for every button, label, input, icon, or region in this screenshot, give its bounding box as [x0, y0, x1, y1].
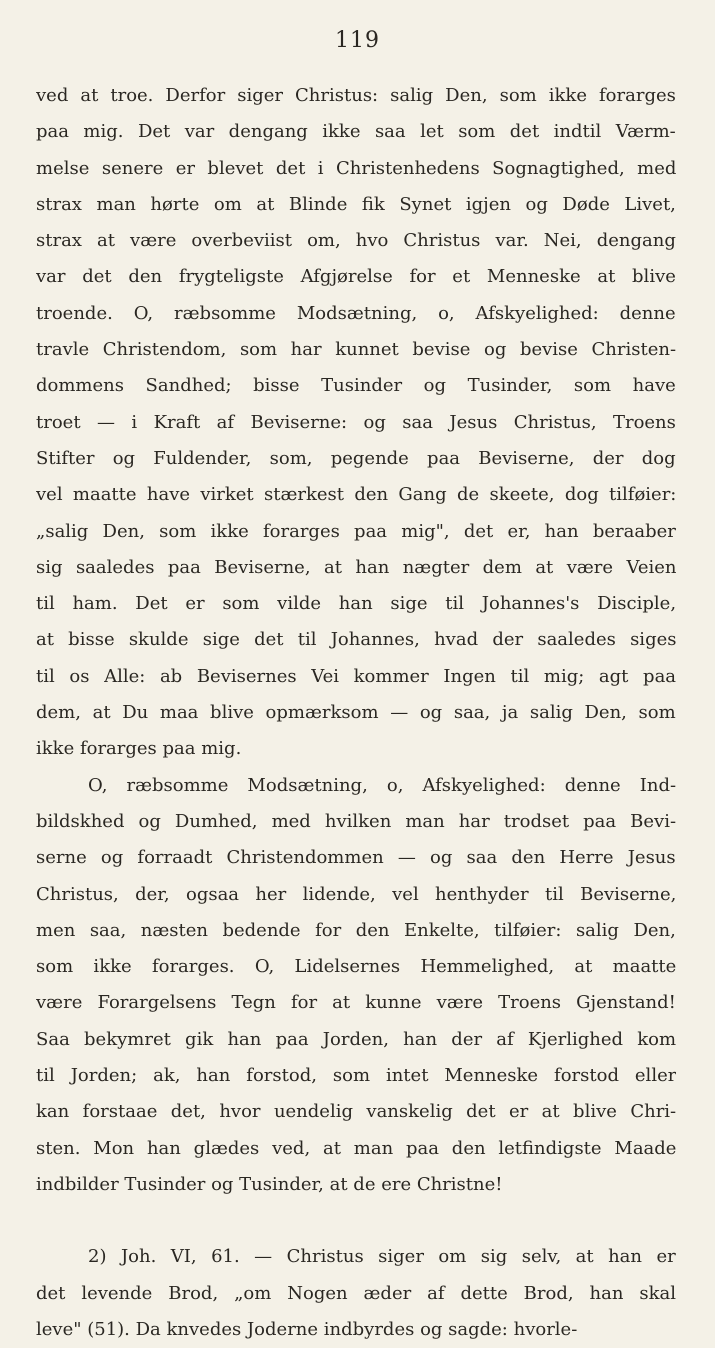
- text-line: var det den frygteligste Afgjørelse for et Menneske at blive: [36, 266, 676, 288]
- text-line: at bisse skulde sige det til Johannes, hvad der saaledes siges: [36, 629, 676, 651]
- text-line: det levende Brod, „om Nogen æder af dette Brod, han skal: [36, 1282, 676, 1304]
- text-line: leve" (51). Da knvedes Joderne indbyrdes og sagde: hvorle-: [36, 1318, 578, 1340]
- text-line: kan forstaae det, hvor uendelig vanskelig det er at blive Chri-: [36, 1101, 676, 1123]
- text-line: bildskhed og Dumhed, med hvilken man har trodset paa Bevi-: [36, 810, 676, 832]
- text-line: 2) Joh. VI, 61. — Christus siger om sig selv, at han er: [88, 1246, 676, 1268]
- text-line: til os Alle: ab Bevisernes Vei kommer Ingen til mig; agt paa: [36, 665, 676, 687]
- text-line: dem, at Du maa blive opmærksom — og saa, ja salig Den, som: [36, 702, 676, 724]
- text-line: O, ræbsomme Modsætning, o, Afskyelighed: denne Ind-: [88, 774, 676, 796]
- text-line: strax at være overbeviist om, hvo Christus var. Nei, dengang: [36, 230, 676, 252]
- text-line: vel maatte have virket stærkest den Gang de skeete, dog tilføier:: [36, 484, 676, 506]
- text-line: til Jorden; ak, han forstod, som intet Menneske forstod eller: [36, 1065, 676, 1087]
- footnote: [36, 1239, 676, 1348]
- text-line: „salig Den, som ikke forarges paa mig", det er, han beraaber: [36, 520, 676, 542]
- text-line: dommens Sandhed; bisse Tusinder og Tusinder, som have: [36, 375, 676, 397]
- text-line: Saa bekymret gik han paa Jorden, han der af Kjerlighed kom: [36, 1028, 676, 1050]
- text-line: Christus, der, ogsaa her lidende, vel henthyder til Beviserne,: [36, 883, 676, 905]
- text-line: paa mig. Det var dengang ikke saa let som det indtil Værm-: [36, 121, 676, 143]
- text-line: serne og forraadt Christendommen — og saa den Herre Jesus: [36, 847, 676, 869]
- text-line: sten. Mon han glædes ved, at man paa den letfindigste Maade: [36, 1137, 676, 1159]
- text-line: travle Christendom, som har kunnet bevise og bevise Christen-: [36, 339, 676, 361]
- text-line: sig saaledes paa Beviserne, at han nægter dem at være Veien: [36, 556, 676, 578]
- page-number: 119: [335, 28, 380, 53]
- text-line: strax man hørte om at Blinde fik Synet igjen og Døde Livet,: [36, 193, 676, 215]
- text-line: troet — i Kraft af Beviserne: og saa Jesus Christus, Troens: [36, 411, 676, 433]
- body-text: [36, 78, 676, 1348]
- text-line: troende. O, ræbsomme Modsætning, o, Afskyelighed: denne: [36, 302, 676, 324]
- text-line: men saa, næsten bedende for den Enkelte, tilføier: salig Den,: [36, 919, 676, 941]
- text-line: Stifter og Fuldender, som, pegende paa Beviserne, der dog: [36, 447, 676, 469]
- text-line: være Forargelsens Tegn for at kunne være Troens Gjenstand!: [36, 992, 676, 1014]
- text-line: melse senere er blevet det i Christenhedens Sognagtighed, med: [36, 157, 676, 179]
- text-line: indbilder Tusinder og Tusinder, at de ere Christne!: [36, 1173, 503, 1195]
- paragraph-1: [36, 78, 676, 768]
- text-line: ikke forarges paa mig.: [36, 738, 242, 760]
- text-line: som ikke forarges. O, Lidelsernes Hemmelighed, at maatte: [36, 956, 676, 978]
- text-line: ved at troe. Derfor siger Christus: salig Den, som ikke forarges: [36, 85, 676, 106]
- paragraph-2: [36, 768, 676, 1204]
- paragraph-gap: [36, 1203, 676, 1239]
- text-line: til ham. Det er som vilde han sige til Johannes's Disciple,: [36, 593, 676, 615]
